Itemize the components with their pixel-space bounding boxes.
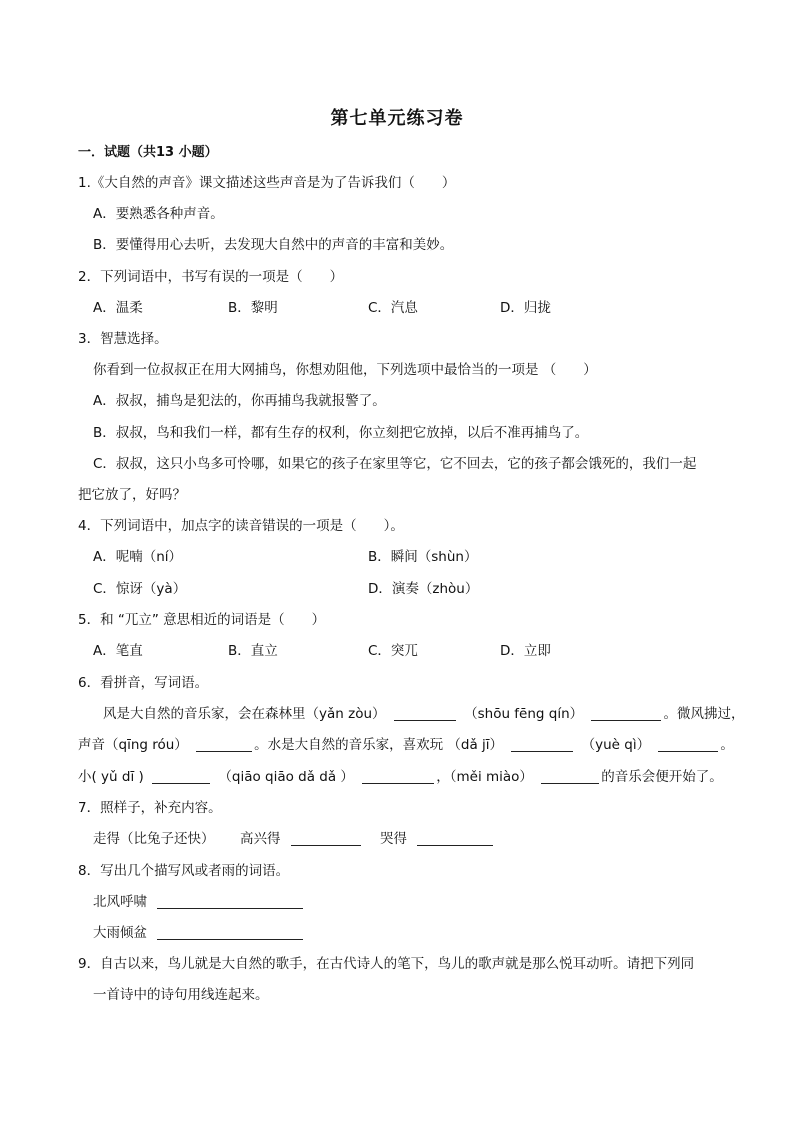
q3-option-a: A．叔叔，捕鸟是犯法的，你再捕鸟我就报警了。 bbox=[93, 393, 386, 409]
q6-text: 。水是大自然的音乐家，喜欢玩 （dǎ jī） bbox=[254, 737, 504, 753]
q8-item-1 bbox=[93, 892, 303, 912]
q5-option-d: D．立即 bbox=[500, 643, 551, 659]
q7-item-label: 高兴得 bbox=[240, 831, 281, 847]
page-title: 第七单元练习卷 bbox=[330, 108, 464, 129]
q7-answer-blank[interactable] bbox=[291, 831, 361, 846]
q6-text: 风是大自然的音乐家，会在森林里（yǎn zòu） bbox=[103, 706, 386, 722]
q8-answer-blank[interactable] bbox=[157, 925, 303, 940]
q4-stem: 4．下列词语中，加点字的读音错误的一项是（ ）。 bbox=[78, 518, 404, 534]
q6-text: （shōu fēng qín） bbox=[464, 706, 584, 722]
q6-answer-blank[interactable] bbox=[394, 706, 456, 721]
q2-option-d: D．归拢 bbox=[500, 300, 551, 316]
q6-text: 小( yǔ dī ) bbox=[78, 769, 144, 785]
q8-answer-blank[interactable] bbox=[157, 894, 303, 909]
q5-option-b: B．直立 bbox=[228, 643, 278, 659]
q5-option-a: A．笔直 bbox=[93, 643, 143, 659]
q8-item-2 bbox=[93, 923, 303, 943]
q6-answer-blank[interactable] bbox=[196, 737, 252, 752]
q3-context: 你看到一位叔叔正在用大网捕鸟，你想劝阻他，下列选项中最恰当的一项是 （ ） bbox=[93, 362, 597, 378]
q2-option-c: C．汽息 bbox=[368, 300, 418, 316]
section-heading: 一．试题（共13 小题） bbox=[78, 145, 218, 160]
q6-text: 声音（qīng róu） bbox=[78, 737, 188, 753]
q4-option-d: D．演奏（zhòu） bbox=[368, 581, 479, 597]
q1-option-b: B．要懂得用心去听，去发现大自然中的声音的丰富和美妙。 bbox=[93, 237, 454, 253]
q5-stem: 5．和 “兀立” 意思相近的词语是（ ） bbox=[78, 612, 326, 628]
q7-stem: 7．照样子，补充内容。 bbox=[78, 800, 222, 816]
q6-answer-blank[interactable] bbox=[658, 737, 718, 752]
q6-line2 bbox=[78, 735, 734, 755]
q7-item-1 bbox=[240, 829, 361, 849]
q2-option-a: A．温柔 bbox=[93, 300, 143, 316]
q3-option-c-line1: C．叔叔，这只小鸟多可怜哪，如果它的孩子在家里等它，它不回去，它的孩子都会饿死的，我们一起 bbox=[93, 456, 697, 472]
q3-stem: 3．智慧选择。 bbox=[78, 331, 168, 347]
q7-item-label: 哭得 bbox=[380, 831, 407, 847]
q7-example: 走得（比兔子还快） bbox=[93, 831, 215, 847]
q4-option-b: B．瞬间（shùn） bbox=[368, 549, 478, 565]
q3-option-c-line2: 把它放了，好吗？ bbox=[78, 487, 186, 503]
q6-text: 的音乐会便开始了。 bbox=[601, 769, 723, 785]
q8-item-label: 北风呼啸 bbox=[93, 894, 147, 910]
q6-answer-blank[interactable] bbox=[591, 706, 661, 721]
q6-answer-blank[interactable] bbox=[541, 769, 599, 784]
q2-stem: 2．下列词语中，书写有误的一项是（ ） bbox=[78, 269, 344, 285]
q3-option-b: B．叔叔，鸟和我们一样，都有生存的权利，你立刻把它放掉，以后不准再捕鸟了。 bbox=[93, 425, 589, 441]
q1-option-a: A．要熟悉各种声音。 bbox=[93, 206, 224, 222]
q6-text: ，（měi miào） bbox=[436, 769, 533, 785]
q7-item-2 bbox=[380, 829, 493, 849]
q8-stem: 8．写出几个描写风或者雨的词语。 bbox=[78, 863, 290, 879]
q9-line2: 一首诗中的诗句用线连起来。 bbox=[93, 987, 269, 1003]
q6-answer-blank[interactable] bbox=[511, 737, 573, 752]
q6-answer-blank[interactable] bbox=[152, 769, 210, 784]
q7-answer-blank[interactable] bbox=[417, 831, 493, 846]
q6-text: 。 bbox=[720, 737, 734, 753]
q6-line1 bbox=[103, 704, 744, 724]
q8-item-label: 大雨倾盆 bbox=[93, 925, 147, 941]
q6-answer-blank[interactable] bbox=[362, 769, 434, 784]
q6-text: （yuè qì） bbox=[581, 737, 651, 753]
q2-option-b: B．黎明 bbox=[228, 300, 278, 316]
q6-line3 bbox=[78, 767, 723, 787]
q5-option-c: C．突兀 bbox=[368, 643, 418, 659]
q1-stem: 1.《大自然的声音》课文描述这些声音是为了告诉我们（ ） bbox=[78, 175, 456, 191]
q4-option-a: A．呢喃（ní） bbox=[93, 549, 183, 565]
q9-line1: 9．自古以来，鸟儿就是大自然的歌手，在古代诗人的笔下，鸟儿的歌声就是那么悦耳动听。请把下列同 bbox=[78, 956, 695, 972]
q6-stem: 6．看拼音，写词语。 bbox=[78, 675, 209, 691]
q6-text: 。微风拂过， bbox=[663, 706, 745, 722]
q4-option-c: C．惊讶（yà） bbox=[93, 581, 187, 597]
q6-text: （qiāo qiāo dǎ dǎ ） bbox=[218, 769, 354, 785]
